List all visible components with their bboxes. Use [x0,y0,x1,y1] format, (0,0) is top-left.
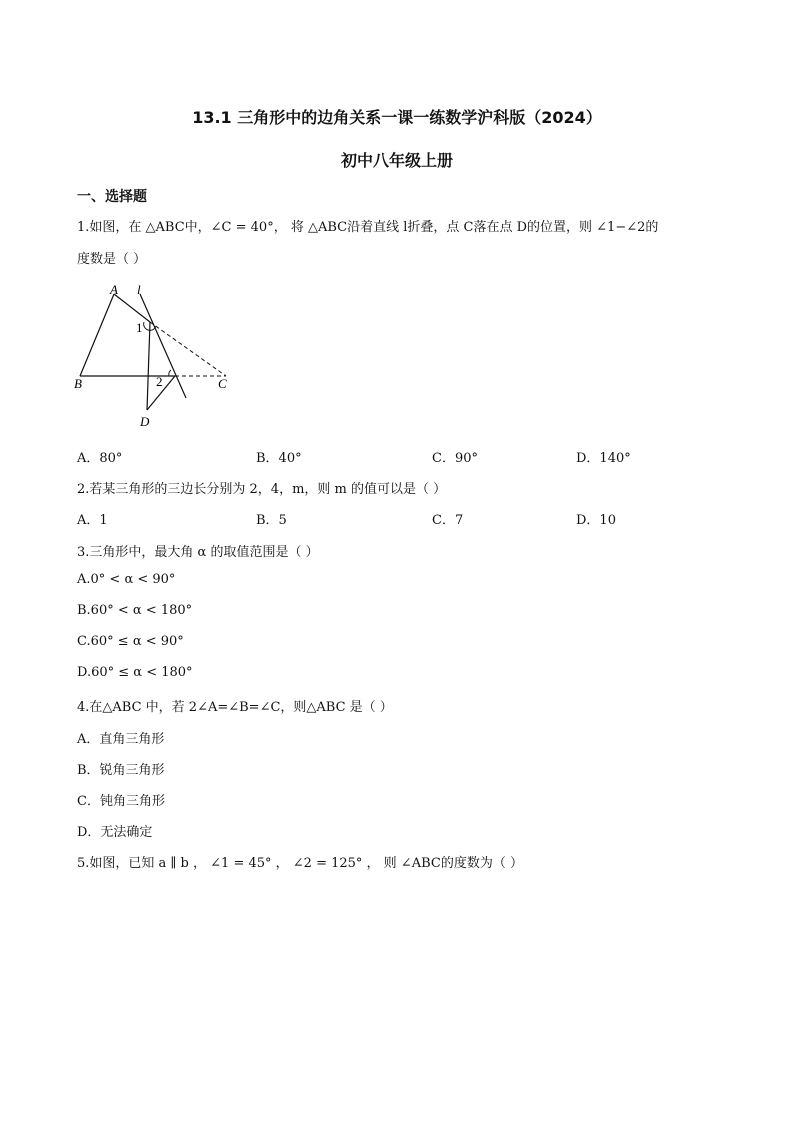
question-3-option-d[interactable]: D.60° ≤ α < 180° [77,665,193,680]
question-2-option-c[interactable]: C．7 [432,513,464,528]
question-2-option-b[interactable]: B．5 [256,513,287,528]
label-angle-2: 2 [156,374,163,389]
question-5-stem: 5.如图，已知 a ∥ b ， ∠1 = 45° ， ∠2 = 125° ， 则 ∠ABC的度数为（ ） [77,856,523,871]
question-4-option-a[interactable]: A．直角三角形 [77,732,165,747]
angle-2-arc [169,370,171,376]
question-1-stem-line1: 1.如图，在 △ABC中，∠C = 40°， 将 △ABC沿着直线 l折叠，点 C落在点 D的位置，则 ∠1−∠2的 [77,220,659,235]
question-3-option-c[interactable]: C.60° ≤ α < 90° [77,634,184,649]
edge-a-fold [114,294,150,322]
question-1-option-c[interactable]: C．90° [432,451,478,466]
question-3-stem: 3.三角形中，最大角 α 的取值范围是（ ） [77,545,319,560]
question-1-figure [70,280,240,430]
question-2-option-d[interactable]: D．10 [576,513,616,528]
label-l: l [137,282,141,297]
label-b: B [74,376,82,391]
question-3-option-a[interactable]: A.0° < α < 90° [77,572,176,587]
document-subtitle: 初中八年级上册 [340,151,453,170]
question-1-option-d[interactable]: D．140° [576,451,631,466]
question-4-option-b[interactable]: B．锐角三角形 [77,763,165,778]
question-1-option-b[interactable]: B．40° [256,451,302,466]
label-d: D [140,414,150,429]
question-4-stem: 4.在△ABC 中，若 2∠A=∠B=∠C，则△ABC 是（ ） [77,700,393,715]
question-1-stem-line2: 度数是（ ） [77,252,147,267]
label-c: C [218,376,227,391]
edge-ab [80,294,114,376]
question-2-option-a[interactable]: A．1 [77,513,108,528]
question-4-option-d[interactable]: D．无法确定 [77,825,153,840]
label-a: A [110,282,118,297]
question-4-option-c[interactable]: C．钝角三角形 [77,794,165,809]
edge-fold-d [147,322,150,410]
label-angle-1: 1 [136,320,143,335]
question-3-option-b[interactable]: B.60° < α < 180° [77,603,193,618]
question-2-stem: 2.若某三角形的三边长分别为 2，4，m，则 m 的值可以是（ ） [77,482,447,497]
fold-line-l [140,294,186,398]
edge-fold-c2 [150,322,226,376]
question-1-option-a[interactable]: A．80° [77,451,123,466]
document-title: 13.1 三角形中的边角关系一课一练数学沪科版（2024） [192,108,602,127]
section-heading: 一、选择题 [77,189,147,205]
